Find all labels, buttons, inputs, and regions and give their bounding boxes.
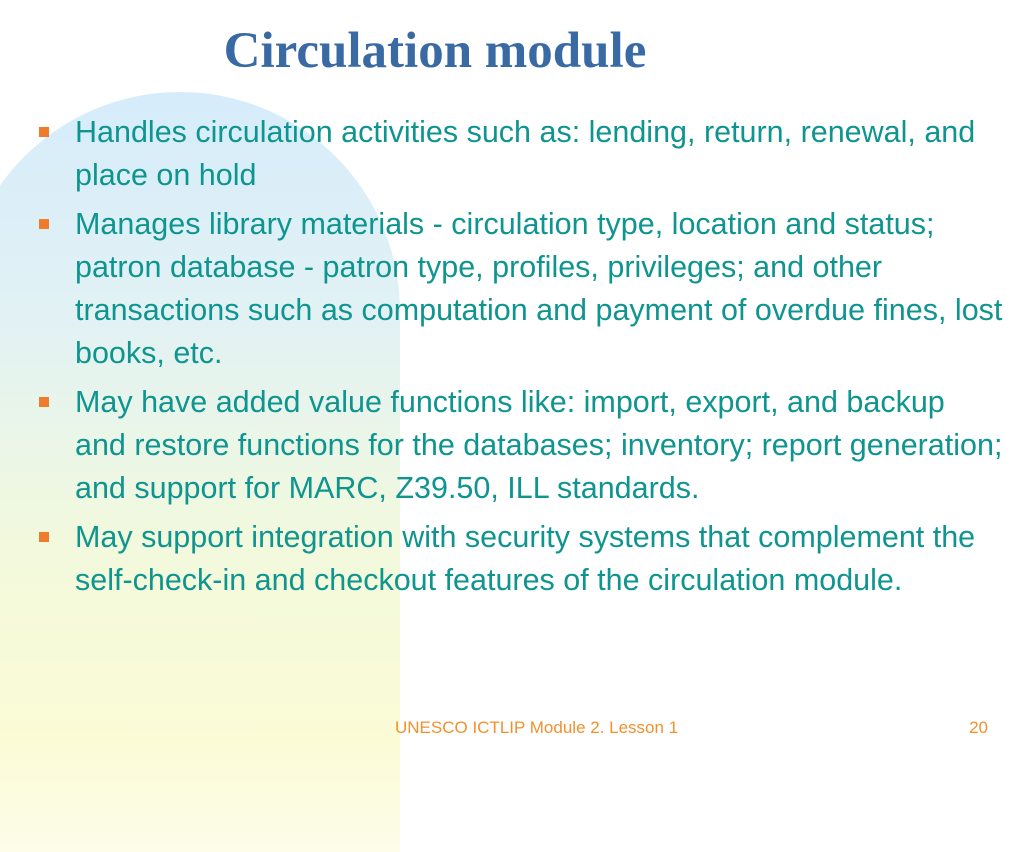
- bullet-item-1: [36, 111, 1004, 197]
- slide-title: Circulation module: [223, 23, 647, 79]
- square-bullet-icon: [39, 219, 49, 229]
- bullet-text-2: Manages library materials - circulation type, location and status; patron database - patron type, profiles, privileges; and other transactions such as computation and payment of overdue fines, lost books, etc.: [75, 207, 1003, 370]
- square-bullet-icon: [39, 127, 49, 137]
- bullet-text-3: May have added value functions like: import, export, and backup and restore functions for the databases; inventory; report generation; and support for MARC, Z39.50, ILL standards.: [75, 385, 1003, 505]
- page-number: 20: [969, 718, 988, 737]
- bullet-item-2: [36, 203, 1004, 375]
- bullet-text-4: May support integration with security systems that complement the self-check-in and checkout features of the circulation module.: [75, 520, 976, 597]
- bullet-item-4: [36, 516, 1004, 602]
- square-bullet-icon: [39, 532, 49, 542]
- footer-text: UNESCO ICTLIP Module 2. Lesson 1: [395, 718, 679, 737]
- square-bullet-icon: [39, 397, 49, 407]
- bullet-item-3: [36, 381, 1004, 510]
- bullet-list: [36, 111, 1004, 608]
- bullet-text-1: Handles circulation activities such as: lending, return, renewal, and place on hold: [75, 115, 976, 192]
